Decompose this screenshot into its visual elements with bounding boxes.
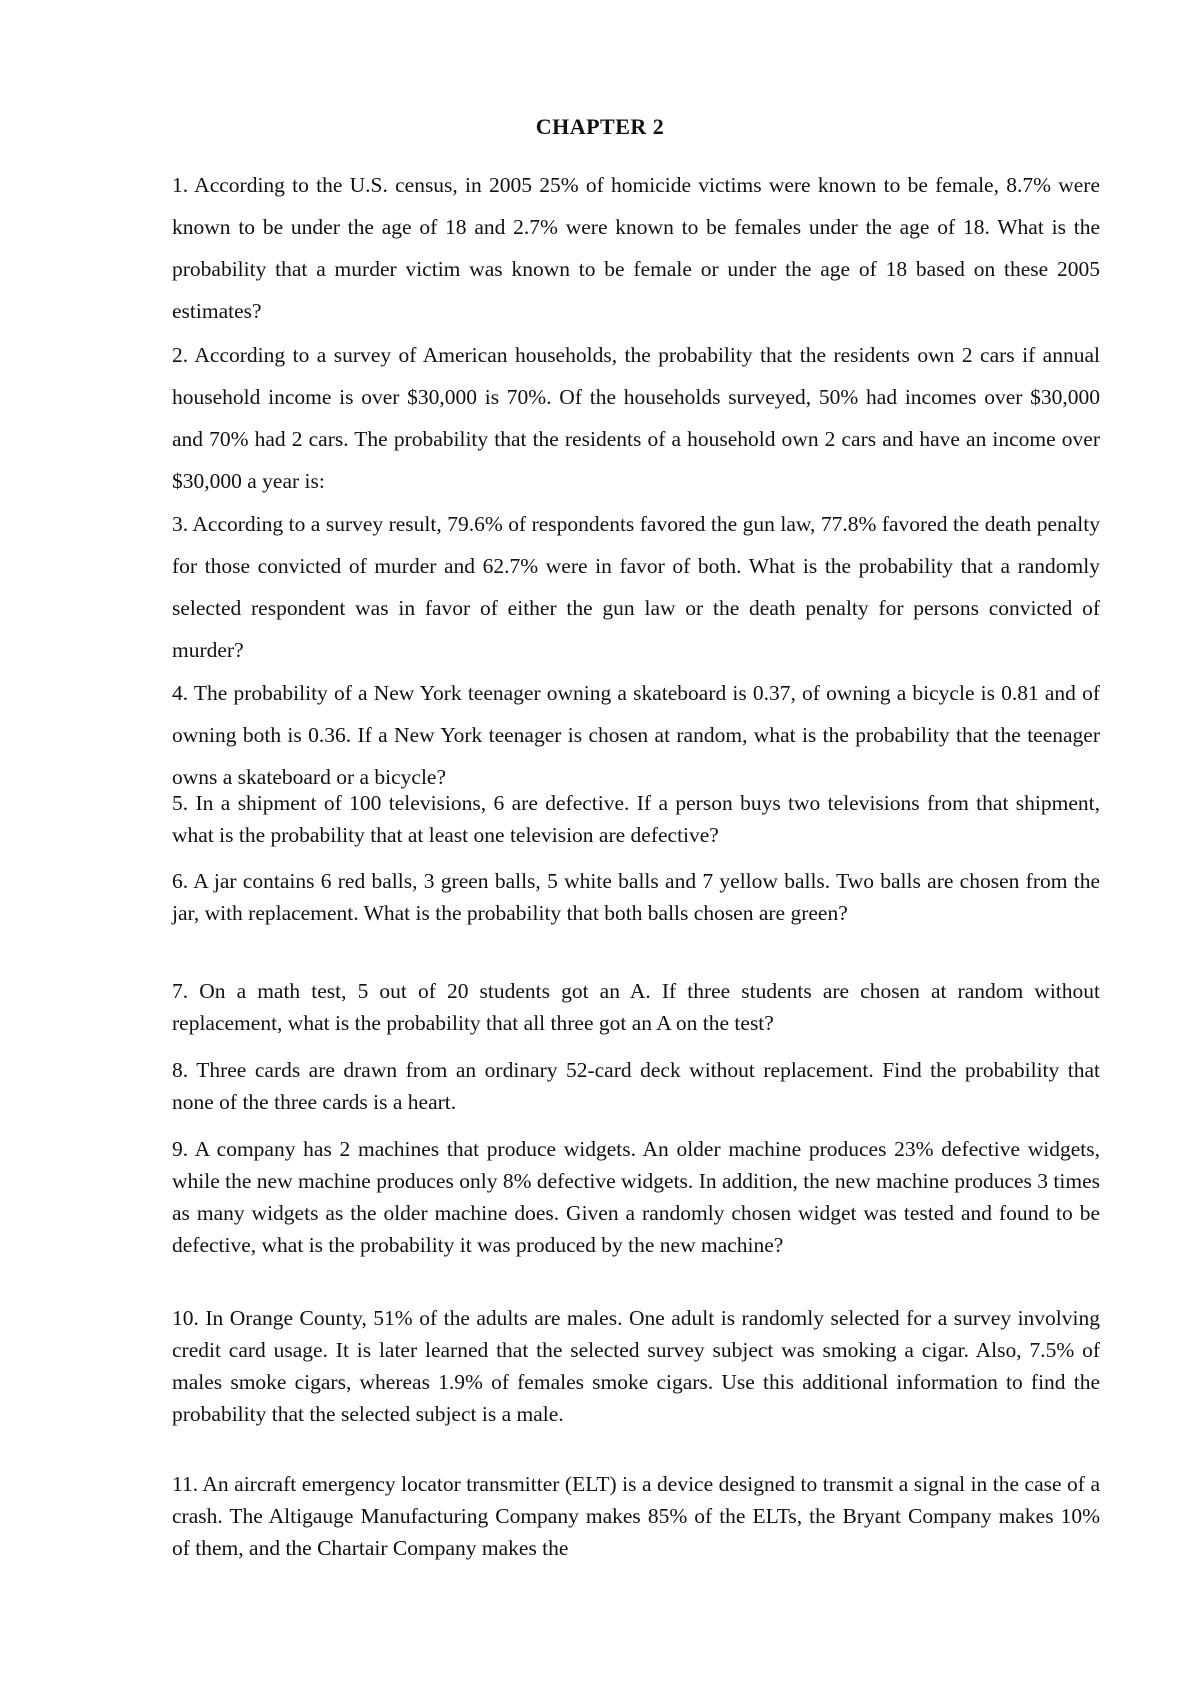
question-5: 5. In a shipment of 100 televisions, 6 are defective. If a person buys two televisions from that shipment, what is the probability that at least one television are defective? (172, 791, 1100, 847)
question-10: 10. In Orange County, 51% of the adults are males. One adult is randomly selected for a survey involving credit card usage. It is later learned that the selected survey subject was smoking a cigar. Also, 7.5% of males smoke cigars, whereas 1.9% of females smoke cigars. Use this additional information to find the probability that the selected subject is a male. (172, 1306, 1100, 1426)
question-1: 1. According to the U.S. census, in 2005 25% of homicide victims were known to be female, 8.7% were known to be under the age of 18 and 2.7% were known to be females under the age of 18. What is the probability that a murder victim was known to be female or under the age of 18 based on these 2005 estimates? (172, 173, 1100, 323)
question-6: 6. A jar contains 6 red balls, 3 green balls, 5 white balls and 7 yellow balls. Two balls are chosen from the jar, with replacement. What is the probability that both balls chosen are green? (172, 869, 1100, 925)
question-7: 7. On a math test, 5 out of 20 students got an A. If three students are chosen at random without replacement, what is the probability that all three got an A on the test? (172, 979, 1100, 1035)
question-8: 8. Three cards are drawn from an ordinary 52-card deck without replacement. Find the probability that none of the three cards is a heart. (172, 1058, 1100, 1114)
question-11: 11. An aircraft emergency locator transmitter (ELT) is a device designed to transmit a signal in the case of a crash. The Altigauge Manufacturing Company makes 85% of the ELTs, the Bryant Company makes 10% of them, and the Chartair Company makes the (172, 1472, 1100, 1560)
question-3: 3. According to a survey result, 79.6% of respondents favored the gun law, 77.8% favored the death penalty for those convicted of murder and 62.7% were in favor of both. What is the probability that a randomly selected respondent was in favor of either the gun law or the death penalty for persons convicted of murder? (172, 512, 1100, 662)
chapter-title: CHAPTER 2 (535, 114, 665, 139)
question-4: 4. The probability of a New York teenager owning a skateboard is 0.37, of owning a bicycle is 0.81 and of owning both is 0.36. If a New York teenager is chosen at random, what is the probability that the teenager owns a skateboard or a bicycle? (172, 681, 1100, 789)
question-9: 9. A company has 2 machines that produce widgets. An older machine produces 23% defective widgets, while the new machine produces only 8% defective widgets. In addition, the new machine produces 3 times as many widgets as the older machine does. Given a randomly chosen widget was tested and found to be defective, what is the probability it was produced by the new machine? (172, 1137, 1100, 1257)
question-2: 2. According to a survey of American households, the probability that the residents own 2 cars if annual household income is over $30,000 is 70%. Of the households surveyed, 50% had incomes over $30,000 and 70% had 2 cars. The probability that the residents of a household own 2 cars and have an income over $30,000 a year is: (172, 343, 1100, 493)
